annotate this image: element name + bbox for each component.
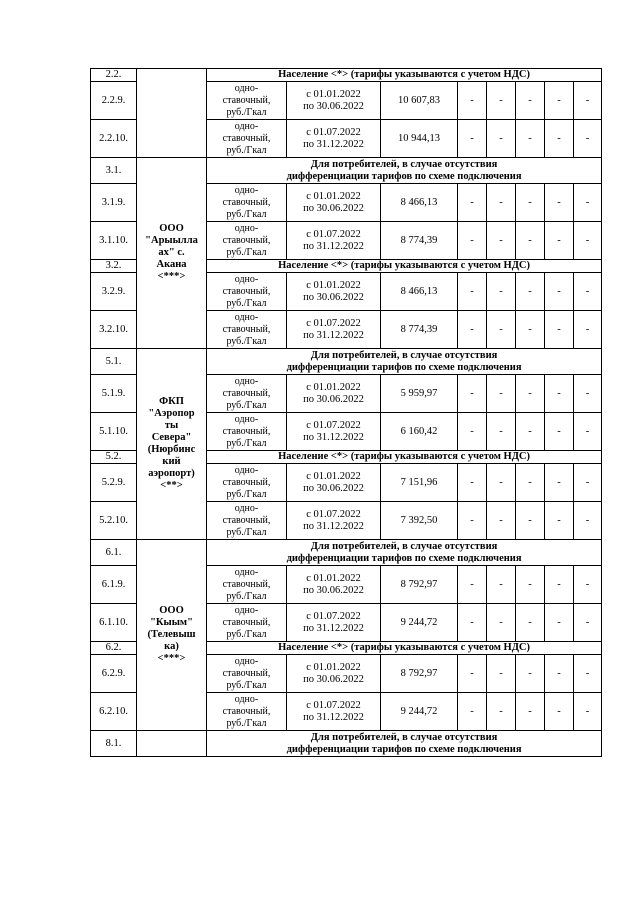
empty-value-cell: - xyxy=(458,375,487,413)
section-header: Для потребителей, в случае отсутствия дифференциации тарифов по схеме подключения xyxy=(207,540,602,566)
section-header-row xyxy=(91,349,602,375)
empty-value-cell: - xyxy=(545,273,574,311)
empty-value-cell: - xyxy=(545,184,574,222)
tariff-period: с 01.01.2022 по 30.06.2022 xyxy=(287,566,381,604)
rate-type: одно- ставочный, руб./Гкал xyxy=(207,655,287,693)
empty-value-cell: - xyxy=(574,413,602,451)
empty-value-cell: - xyxy=(516,120,545,158)
rate-type: одно- ставочный, руб./Гкал xyxy=(207,375,287,413)
rate-type: одно- ставочный, руб./Гкал xyxy=(207,222,287,260)
tariff-value: 6 160,42 xyxy=(381,413,458,451)
section-header-row xyxy=(91,540,602,566)
section-header: Население <*> (тарифы указываются с учетом НДС) xyxy=(207,260,602,273)
rate-type: одно- ставочный, руб./Гкал xyxy=(207,413,287,451)
empty-value-cell: - xyxy=(458,184,487,222)
tariff-value: 7 392,50 xyxy=(381,502,458,540)
rate-type: одно- ставочный, руб./Гкал xyxy=(207,502,287,540)
empty-value-cell: - xyxy=(458,693,487,731)
empty-value-cell: - xyxy=(516,375,545,413)
empty-value-cell: - xyxy=(487,693,516,731)
tariff-value: 10 944,13 xyxy=(381,120,458,158)
empty-value-cell: - xyxy=(458,222,487,260)
empty-value-cell: - xyxy=(574,693,602,731)
tariff-value: 5 959,97 xyxy=(381,375,458,413)
empty-value-cell: - xyxy=(487,413,516,451)
empty-value-cell: - xyxy=(516,311,545,349)
empty-value-cell: - xyxy=(516,464,545,502)
tariff-period: с 01.07.2022 по 31.12.2022 xyxy=(287,502,381,540)
empty-value-cell: - xyxy=(545,464,574,502)
tariff-table-body xyxy=(91,69,602,757)
section-header-row xyxy=(91,69,602,82)
tariff-period: с 01.01.2022 по 30.06.2022 xyxy=(287,464,381,502)
empty-value-cell: - xyxy=(487,120,516,158)
empty-value-cell: - xyxy=(516,502,545,540)
empty-value-cell: - xyxy=(458,464,487,502)
empty-value-cell: - xyxy=(574,82,602,120)
rate-type: одно- ставочный, руб./Гкал xyxy=(207,273,287,311)
empty-value-cell: - xyxy=(545,375,574,413)
row-number: 2.2.10. xyxy=(91,120,137,158)
empty-value-cell: - xyxy=(516,413,545,451)
tariff-value: 10 607,83 xyxy=(381,82,458,120)
empty-value-cell: - xyxy=(487,184,516,222)
organization-name xyxy=(137,69,207,158)
empty-value-cell: - xyxy=(487,464,516,502)
empty-value-cell: - xyxy=(545,693,574,731)
tariff-value: 8 774,39 xyxy=(381,311,458,349)
rate-type: одно- ставочный, руб./Гкал xyxy=(207,184,287,222)
empty-value-cell: - xyxy=(574,311,602,349)
row-number: 2.2. xyxy=(91,69,137,82)
tariff-value: 8 792,97 xyxy=(381,566,458,604)
rate-type: одно- ставочный, руб./Гкал xyxy=(207,120,287,158)
row-number: 3.2.9. xyxy=(91,273,137,311)
row-number: 3.1.10. xyxy=(91,222,137,260)
empty-value-cell: - xyxy=(458,413,487,451)
empty-value-cell: - xyxy=(487,502,516,540)
empty-value-cell: - xyxy=(574,566,602,604)
rate-type: одно- ставочный, руб./Гкал xyxy=(207,464,287,502)
empty-value-cell: - xyxy=(487,375,516,413)
empty-value-cell: - xyxy=(545,655,574,693)
row-number: 5.1. xyxy=(91,349,137,375)
empty-value-cell: - xyxy=(574,184,602,222)
tariff-period: с 01.01.2022 по 30.06.2022 xyxy=(287,375,381,413)
tariff-period: с 01.07.2022 по 31.12.2022 xyxy=(287,222,381,260)
row-number: 5.2.9. xyxy=(91,464,137,502)
organization-name: ФКП "Аэропор ты Севера" (Нюрбинс кий аэропорт) <**> xyxy=(137,349,207,540)
organization-name: ООО "Арыылла ах" с. Акана <***> xyxy=(137,158,207,349)
empty-value-cell: - xyxy=(574,502,602,540)
empty-value-cell: - xyxy=(574,375,602,413)
tariff-value: 8 774,39 xyxy=(381,222,458,260)
tariff-period: с 01.07.2022 по 31.12.2022 xyxy=(287,413,381,451)
empty-value-cell: - xyxy=(458,120,487,158)
organization-name xyxy=(137,731,207,757)
empty-value-cell: - xyxy=(516,566,545,604)
row-number: 6.2.9. xyxy=(91,655,137,693)
section-header: Для потребителей, в случае отсутствия дифференциации тарифов по схеме подключения xyxy=(207,158,602,184)
tariff-table xyxy=(90,68,602,757)
tariff-period: с 01.07.2022 по 31.12.2022 xyxy=(287,604,381,642)
tariff-period: с 01.01.2022 по 30.06.2022 xyxy=(287,273,381,311)
empty-value-cell: - xyxy=(574,655,602,693)
empty-value-cell: - xyxy=(545,413,574,451)
row-number: 6.2.10. xyxy=(91,693,137,731)
row-number: 3.1.9. xyxy=(91,184,137,222)
row-number: 5.1.10. xyxy=(91,413,137,451)
empty-value-cell: - xyxy=(487,311,516,349)
empty-value-cell: - xyxy=(458,566,487,604)
section-header: Население <*> (тарифы указываются с учетом НДС) xyxy=(207,451,602,464)
row-number: 6.1.9. xyxy=(91,566,137,604)
section-header: Население <*> (тарифы указываются с учетом НДС) xyxy=(207,69,602,82)
empty-value-cell: - xyxy=(545,82,574,120)
empty-value-cell: - xyxy=(458,273,487,311)
rate-type: одно- ставочный, руб./Гкал xyxy=(207,604,287,642)
empty-value-cell: - xyxy=(545,502,574,540)
empty-value-cell: - xyxy=(487,655,516,693)
tariff-period: с 01.01.2022 по 30.06.2022 xyxy=(287,655,381,693)
rate-type: одно- ставочный, руб./Гкал xyxy=(207,566,287,604)
row-number: 2.2.9. xyxy=(91,82,137,120)
empty-value-cell: - xyxy=(574,273,602,311)
section-header: Для потребителей, в случае отсутствия дифференциации тарифов по схеме подключения xyxy=(207,731,602,757)
row-number: 5.2. xyxy=(91,451,137,464)
row-number: 8.1. xyxy=(91,731,137,757)
empty-value-cell: - xyxy=(458,82,487,120)
tariff-value: 8 466,13 xyxy=(381,273,458,311)
organization-name: ООО "Кыым" (Телевыш ка) <***> xyxy=(137,540,207,731)
tariff-period: с 01.07.2022 по 31.12.2022 xyxy=(287,120,381,158)
rate-type: одно- ставочный, руб./Гкал xyxy=(207,82,287,120)
empty-value-cell: - xyxy=(487,604,516,642)
section-header: Население <*> (тарифы указываются с учетом НДС) xyxy=(207,642,602,655)
empty-value-cell: - xyxy=(516,273,545,311)
tariff-period: с 01.01.2022 по 30.06.2022 xyxy=(287,82,381,120)
section-header-row xyxy=(91,731,602,757)
empty-value-cell: - xyxy=(487,222,516,260)
empty-value-cell: - xyxy=(574,222,602,260)
tariff-period: с 01.07.2022 по 31.12.2022 xyxy=(287,311,381,349)
empty-value-cell: - xyxy=(545,120,574,158)
empty-value-cell: - xyxy=(574,464,602,502)
rate-type: одно- ставочный, руб./Гкал xyxy=(207,311,287,349)
row-number: 5.1.9. xyxy=(91,375,137,413)
row-number: 6.1. xyxy=(91,540,137,566)
empty-value-cell: - xyxy=(516,222,545,260)
empty-value-cell: - xyxy=(545,566,574,604)
empty-value-cell: - xyxy=(545,311,574,349)
empty-value-cell: - xyxy=(516,184,545,222)
section-header-row xyxy=(91,158,602,184)
row-number: 5.2.10. xyxy=(91,502,137,540)
empty-value-cell: - xyxy=(458,655,487,693)
tariff-value: 7 151,96 xyxy=(381,464,458,502)
row-number: 3.2. xyxy=(91,260,137,273)
empty-value-cell: - xyxy=(516,693,545,731)
tariff-value: 8 466,13 xyxy=(381,184,458,222)
row-number: 3.1. xyxy=(91,158,137,184)
tariff-value: 8 792,97 xyxy=(381,655,458,693)
section-header: Для потребителей, в случае отсутствия дифференциации тарифов по схеме подключения xyxy=(207,349,602,375)
tariff-period: с 01.07.2022 по 31.12.2022 xyxy=(287,693,381,731)
empty-value-cell: - xyxy=(487,82,516,120)
empty-value-cell: - xyxy=(487,566,516,604)
row-number: 3.2.10. xyxy=(91,311,137,349)
empty-value-cell: - xyxy=(574,120,602,158)
empty-value-cell: - xyxy=(516,655,545,693)
empty-value-cell: - xyxy=(545,604,574,642)
empty-value-cell: - xyxy=(516,604,545,642)
tariff-period: с 01.01.2022 по 30.06.2022 xyxy=(287,184,381,222)
empty-value-cell: - xyxy=(574,604,602,642)
empty-value-cell: - xyxy=(545,222,574,260)
row-number: 6.2. xyxy=(91,642,137,655)
rate-type: одно- ставочный, руб./Гкал xyxy=(207,693,287,731)
empty-value-cell: - xyxy=(458,604,487,642)
tariff-value: 9 244,72 xyxy=(381,693,458,731)
row-number: 6.1.10. xyxy=(91,604,137,642)
tariff-value: 9 244,72 xyxy=(381,604,458,642)
empty-value-cell: - xyxy=(458,502,487,540)
empty-value-cell: - xyxy=(487,273,516,311)
empty-value-cell: - xyxy=(516,82,545,120)
empty-value-cell: - xyxy=(458,311,487,349)
